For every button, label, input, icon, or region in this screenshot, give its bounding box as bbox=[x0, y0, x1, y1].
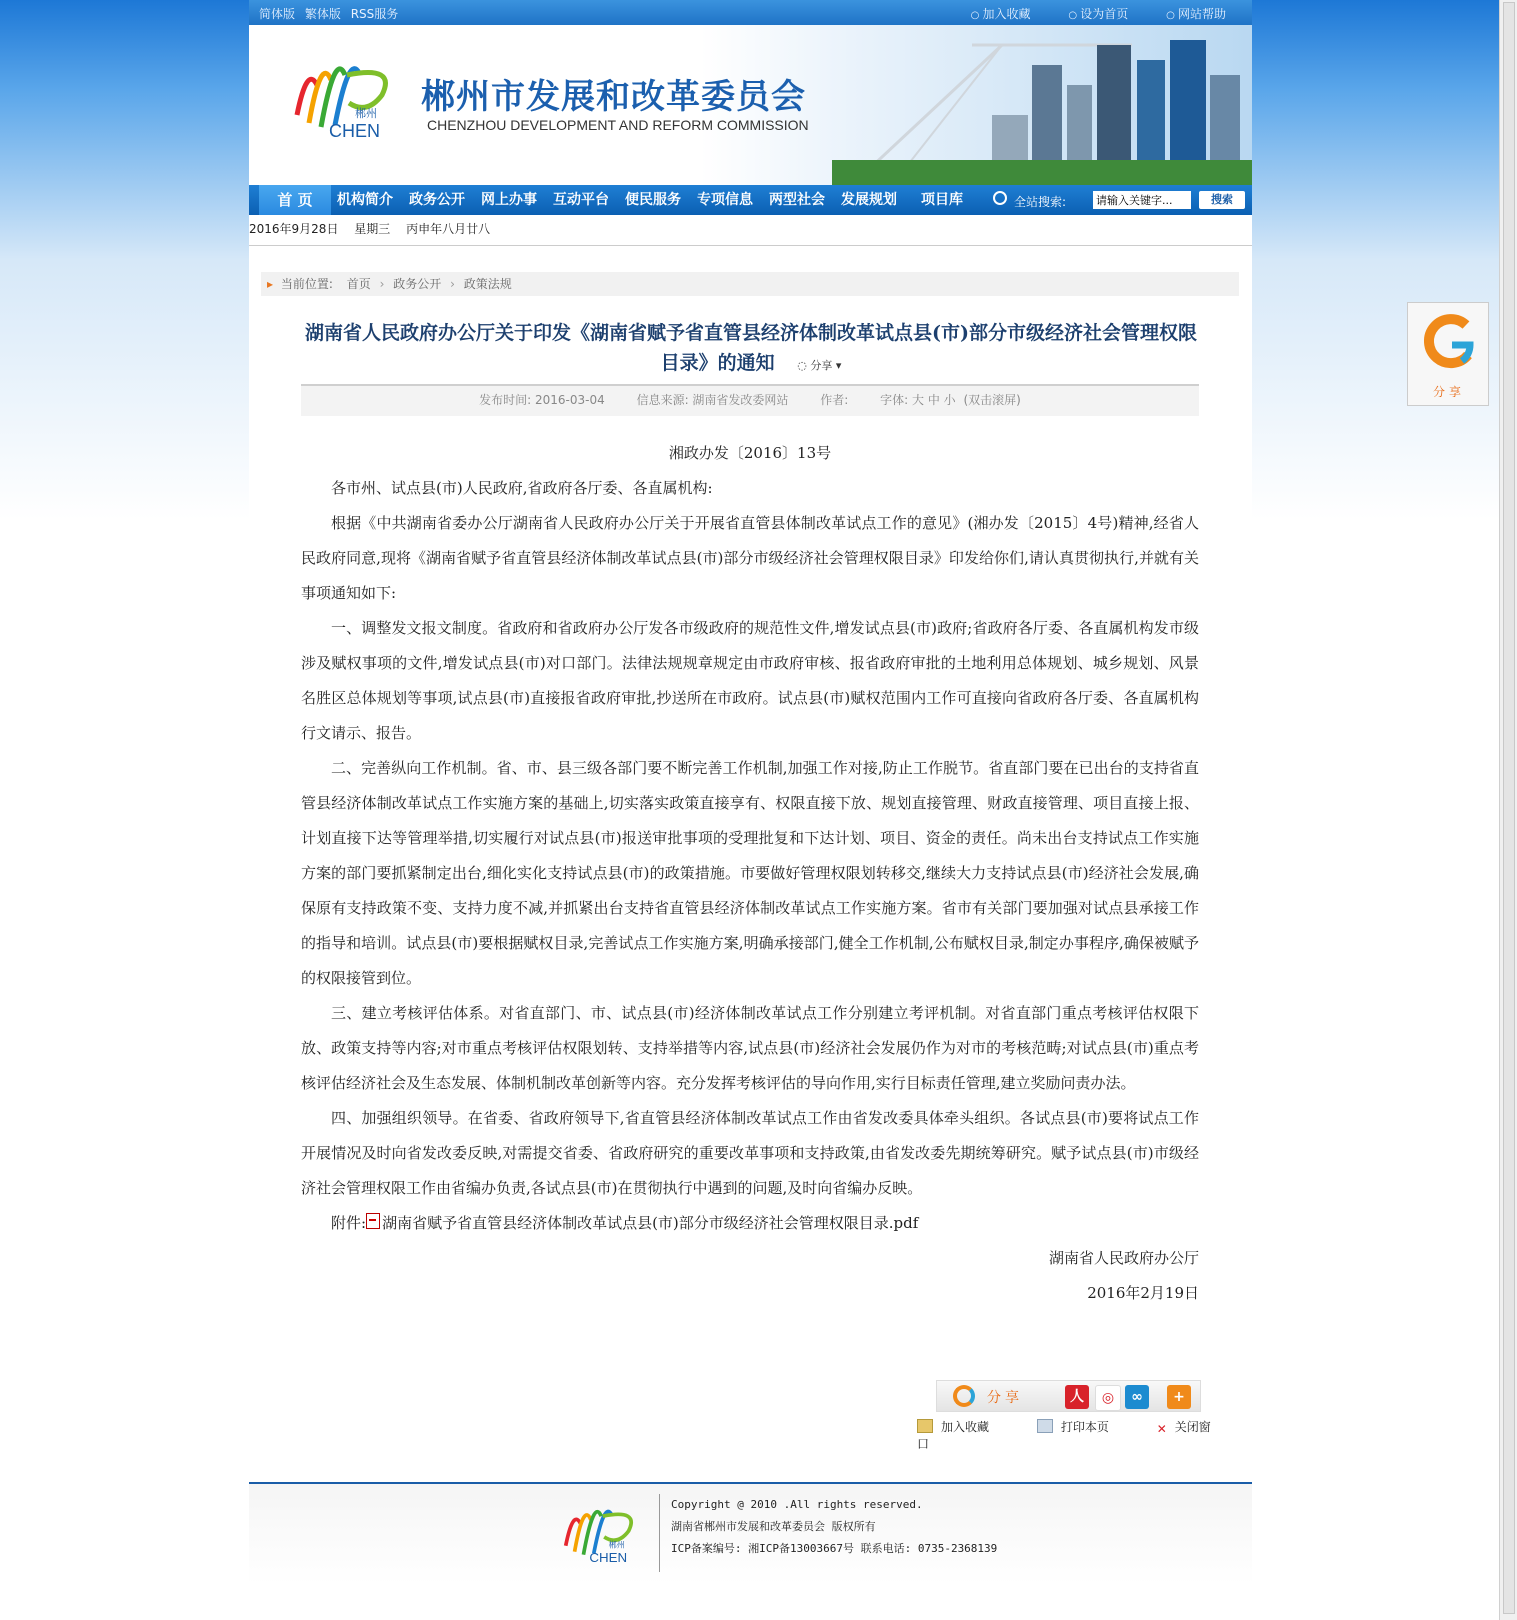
top-bar-left-links bbox=[259, 5, 404, 22]
tool-print[interactable] bbox=[1037, 1420, 1131, 1434]
tool-add-favorite[interactable] bbox=[917, 1420, 1011, 1434]
attachment-link[interactable]: 湖南省赋予省直管县经济体制改革试点县(市)部分市级经济社会管理权限目录.pdf bbox=[382, 1214, 919, 1232]
nav-home[interactable]: 首 页 bbox=[259, 185, 331, 215]
footer-copyright: Copyright @ 2010 .All rights reserved. bbox=[671, 1498, 923, 1511]
page-tools bbox=[917, 1418, 1252, 1452]
signature: 湖南省人民政府办公厅 bbox=[1048, 1249, 1199, 1267]
sign-date: 2016年2月19日 bbox=[1087, 1284, 1199, 1302]
site-title: 郴州市发展和改革委员会 bbox=[421, 77, 806, 117]
attachment-label: 附件: bbox=[331, 1214, 367, 1232]
top-bar-right-links bbox=[937, 5, 1226, 22]
share-mini-label: 分享 bbox=[810, 359, 833, 372]
breadcrumb-sep-icon: › bbox=[450, 277, 455, 291]
search-icon bbox=[993, 191, 1007, 205]
nav-item-project-db[interactable]: 项目库 bbox=[921, 192, 963, 208]
search-label: 全站搜索: bbox=[1014, 195, 1067, 209]
footer bbox=[249, 1482, 1252, 1584]
paragraph: 一、调整发文报文制度。省政府和省政府办公厅发各市级政府的规范性文件,增发试点县(市)政府;省政府各厅委、各直属机构发市级涉及赋权事项的文件,增发试点县(市)对口部门。法律法规规章规定由市政府审核、报省政府审批的土地利用总体规划、城乡规划、风景名胜区总体规划等事项,试点县(市)直接报省政府审批,抄送所在市政府。试点县(市)赋权范围内工作可直接向省政府各厅委、各直属机构行文请示、报告。 bbox=[301, 619, 1199, 742]
salutation: 各市州、试点县(市)人民政府,省政府各厅委、各直属机构: bbox=[331, 479, 713, 497]
city-skyline-image bbox=[832, 25, 1252, 185]
article-title-block bbox=[301, 318, 1201, 381]
vertical-scrollbar[interactable] bbox=[1499, 0, 1517, 1620]
share-label[interactable]: 分享 bbox=[987, 1390, 1023, 1406]
breadcrumb bbox=[261, 272, 1239, 296]
lunar-date: 丙申年八月廿八 bbox=[406, 222, 491, 236]
floating-share-label: 分享 bbox=[1432, 385, 1465, 399]
pengyou-icon[interactable]: ∞ bbox=[1125, 1385, 1149, 1409]
nav-item-online-service[interactable]: 网上办事 bbox=[481, 192, 537, 208]
nav-item-interaction[interactable]: 互动平台 bbox=[553, 192, 609, 208]
weibo-icon[interactable]: ◎ bbox=[1095, 1385, 1121, 1411]
link-add-favorite[interactable]: ○ 加入收藏 bbox=[971, 7, 1031, 21]
nav-item-gov-affairs[interactable]: 政务公开 bbox=[409, 192, 465, 208]
doc-number: 湘政办发〔2016〕13号 bbox=[668, 444, 832, 462]
link-set-homepage[interactable]: ○ 设为首页 bbox=[1068, 7, 1128, 21]
paragraph: 二、完善纵向工作机制。省、市、县三级各部门要不断完善工作机制,加强工作对接,防止工作脱节。省直部门要在已出台的支持省直管县经济体制改革试点工作实施方案的基础上,切实落实政策直接享有、权限直接下放、规划直接管理、财政直接管理、项目直接上报、计划直接下达等管理举措,切实履行对试点县(市)报送审批事项的受理批复和下达计划、项目、资金的责任。尚未出台支持试点工作实施方案的部门要抓紧制定出台,细化实化支持试点县(市)的政策措施。市要做好管理权限划转移交,继续大力支持试点县(市)经济社会发展,确保原有支持政策不变、支持力度不减,并抓紧出台支持省直管县经济体制改革试点工作实施方案。省市有关部门要加强对试点县承接工作的指导和培训。试点县(市)要根据赋权目录,完善试点工作实施方案,明确承接部门,健全工作机制,公布赋权目录,制定办事程序,确保被赋予的权限接管到位。 bbox=[301, 759, 1199, 987]
link-rss[interactable]: RSS服务 bbox=[350, 7, 399, 21]
footer-logo-text-en: CHEN bbox=[589, 1550, 628, 1566]
meta-font-size[interactable]: 字体: 大 中 小 bbox=[880, 393, 956, 407]
footer-owner: 湖南省郴州市发展和改革委员会 版权所有 bbox=[671, 1520, 876, 1533]
footer-logo-text-cn: 郴州 bbox=[608, 1539, 625, 1550]
article-meta bbox=[301, 384, 1199, 416]
nav-item-public-service[interactable]: 便民服务 bbox=[625, 192, 681, 208]
more-icon[interactable]: + bbox=[1167, 1385, 1191, 1409]
share-mini-button[interactable]: ◌ 分享 ▾ bbox=[797, 359, 842, 372]
top-bar bbox=[249, 0, 1252, 25]
folder-icon bbox=[917, 1419, 933, 1433]
nav-item-development-plan[interactable]: 发展规划 bbox=[841, 192, 897, 208]
paragraph: 三、建立考核评估体系。对省直部门、市、试点县(市)经济体制改革试点工作分别建立考评机制。对省直部门重点考核评估权限下放、政策支持等内容;对市重点考核评估权限划转、支持举措等内容,试点县(市)经济社会发展仍作为对市的考核范畴;对试点县(市)重点考核评估经济社会及生态发展、体制机制改革创新等内容。充分发挥考核评估的导向作用,实行目标责任管理,建立奖励问责办法。 bbox=[301, 1004, 1199, 1092]
share-logo-icon[interactable] bbox=[953, 1385, 975, 1407]
link-site-help[interactable]: ○ 网站帮助 bbox=[1166, 7, 1226, 21]
meta-author: 作者: bbox=[820, 393, 849, 407]
nav-item-org-intro[interactable]: 机构简介 bbox=[337, 192, 393, 208]
nav-item-special-info[interactable]: 专项信息 bbox=[697, 192, 753, 208]
article-title: 湖南省人民政府办公厅关于印发《湖南省赋予省直管县经济体制改革试点县(市)部分市级经济社会管理权限目录》的通知 bbox=[305, 322, 1197, 374]
footer-divider bbox=[659, 1494, 660, 1572]
header-banner bbox=[249, 25, 1252, 185]
logo-text-cn: 郴州 bbox=[355, 107, 377, 120]
renren-icon[interactable]: 人 bbox=[1065, 1385, 1089, 1409]
scrollbar-thumb[interactable] bbox=[1503, 2, 1515, 1614]
share-bar bbox=[936, 1380, 1201, 1412]
search-input[interactable] bbox=[1093, 191, 1191, 209]
meta-source: 信息来源: 湖南省发改委网站 bbox=[636, 393, 789, 407]
breadcrumb-item-policy[interactable]: 政策法规 bbox=[463, 277, 512, 291]
breadcrumb-sep-icon: › bbox=[379, 277, 385, 291]
site-logo[interactable] bbox=[287, 45, 397, 145]
meta-double-click-scroll: (双击滚屏) bbox=[963, 393, 1021, 407]
paragraph: 根据《中共湖南省委办公厅湖南省人民政府办公厅关于开展省直管县体制改革试点工作的意见》(湘办发〔2015〕4号)精神,经省人民政府同意,现将《湖南省赋予省直管县经济体制改革试点县(市)部分市级经济社会管理权限目录》印发给你们,请认真贯彻执行,并就有关事项通知如下: bbox=[301, 514, 1199, 602]
paragraph: 四、加强组织领导。在省委、省政府领导下,省直管县经济体制改革试点工作由省发改委具体牵头组织。各试点县(市)要将试点工作开展情况及时向省发改委反映,对需提交省委、省政府研究的重要改革事项和支持政策,由省发改委先期统筹研究。赋予试点县(市)市级经济社会管理权限工作由省编办负责,各试点县(市)在贯彻执行中遇到的问题,及时向省编办反映。 bbox=[301, 1109, 1199, 1197]
article-body bbox=[301, 436, 1199, 1311]
meta-publish-date: 发布时间: 2016-03-04 bbox=[479, 393, 605, 407]
page-container bbox=[249, 0, 1252, 1620]
current-date: 2016年9月28日 bbox=[249, 222, 339, 236]
breadcrumb-label: 当前位置: bbox=[280, 277, 333, 291]
main-nav bbox=[249, 185, 1252, 215]
breadcrumb-item-home[interactable]: 首页 bbox=[346, 277, 371, 291]
tool-add-favorite-label: 加入收藏 bbox=[941, 1420, 990, 1434]
share-logo-icon bbox=[1422, 311, 1476, 373]
breadcrumb-item-gov-affairs[interactable]: 政务公开 bbox=[393, 277, 442, 291]
link-simplified[interactable]: 简体版 bbox=[259, 7, 296, 21]
close-icon: ✕ bbox=[1156, 1422, 1167, 1436]
breadcrumb-arrow-icon: ▸ bbox=[267, 277, 274, 291]
link-traditional[interactable]: 繁体版 bbox=[304, 7, 341, 21]
tool-print-label: 打印本页 bbox=[1060, 1420, 1109, 1434]
footer-logo bbox=[554, 1494, 644, 1568]
footer-icp: ICP备案编号: 湘ICP备13003667号 联系电话: 0735-2368139 bbox=[671, 1542, 998, 1555]
tool-close-label: 关闭窗口 bbox=[917, 1420, 1211, 1451]
logo-text-en: CHEN bbox=[329, 121, 381, 141]
pdf-icon bbox=[366, 1213, 380, 1229]
nav-item-two-type-society[interactable]: 两型社会 bbox=[769, 192, 825, 208]
footer-text bbox=[671, 1494, 997, 1560]
date-bar bbox=[249, 215, 1252, 246]
search-button[interactable]: 搜索 bbox=[1199, 191, 1245, 209]
attachment-row bbox=[301, 1206, 1199, 1241]
floating-share-widget[interactable] bbox=[1407, 302, 1489, 406]
site-subtitle: CHENZHOU DEVELOPMENT AND REFORM COMMISSION bbox=[427, 117, 809, 133]
printer-icon bbox=[1037, 1419, 1053, 1433]
current-weekday: 星期三 bbox=[354, 222, 391, 236]
